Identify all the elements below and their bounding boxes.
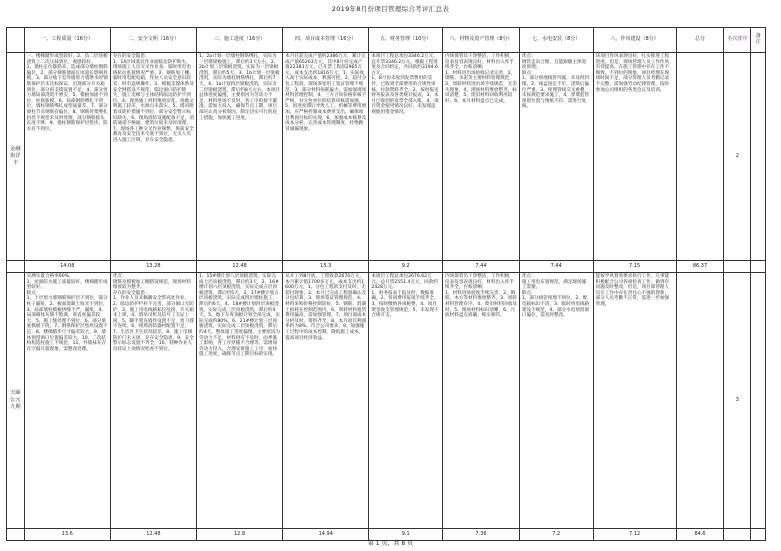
score-conduct: 7.15 [593,261,676,273]
project-row [7,273,766,529]
progress-comment: 1、2a计划一层墙柱钢筋绑扎，实际为一层墙梁板施工，滞后约3天左右，2、2b计划三层梁板浇筑，实际为一层梁板浇筑，滞后约5天，3、1b计划一层梁板浇筑，实际为墙柱钢筋绑扎，滞后约7天，4、1a计划四层梁板浇筑，实际为二层梁板浇筑，滞后约8天左右。本项目总体进度偏慢，主要原因为劳动力不足、材料进场不及时，各工序衔接不紧凑，需加大投入，确保节点工期，项目部应认真分析原因，制定切实可行的赶工措施，加快施工进度。 [196,53,282,261]
score-progress: 12.8 [196,529,282,541]
materials-comment: 内场保管员干净整洁，工作积极，仪表仪容表现良好，材料出入库手续齐全，台账清晰； 1、材料进场验收手续完善，2、钢筋、木方等材料堆放整齐，3、周转材料管理有序，4、废旧材料回收及时，5、现场材料标识清晰，6、月底材料盘点准确，账实相符。 [443,273,520,529]
project-row [7,53,766,261]
conduct-comment: 能按学风督查要求执行工作，凡事能积极配合公司各项检查工作，做到有问题及时整改，但是，项目部管理人员在工作中存在责任心不强的现象，部分人员考勤不正常，需进一步加强管理。 [593,273,676,529]
cost-comment: 从开工到8月底，工程收款2670万元，本月累计值1700多万元，成本支出约1600万元，1、分包工程款支付及时，无超付现象，2、本月已完成工程量确认及分包结算，3、现场签证管理规范，4、材料采购价格控制较好，5、钢筋、混凝土损耗在控制范围内，6、周转材料租赁费用偏高，需加强管理，7、项目部成本分析及时，资料齐全，8、本月项目利润率约为8%，符合公司要求，9、加强施工过程中的成本控制，降低施工成本，提高项目经济效益。 [283,273,369,529]
header-progress: 三、施工进度（16分） [196,28,282,53]
total-cell [676,273,724,529]
cost-comment: 本月目前完成产值约2386万元，累计完成产值65263万元，其中8月份完成产值22383万元，已开票工程款2965万元，成本支出约1816万元，1、实际收入高于实际成本，利润可控。2、超付分包工程款，现场零星用工签证管理不规范，3、部分材料损耗偏大，需加强现场材料管理控制，4、三方合同价格审核不严格，对分包单位的结算审核需加强，5、因进度滞后导致人工、机械等费用增加，应严格控制成本费用支出，确保项目利润目标的实现，6、加强成本核算及成本分析，完善成本管理制度，杜绝跑冒滴漏现象。 [283,53,369,261]
header-remark: 备注 [751,28,766,53]
header-row [7,28,766,53]
finance-comment: 本项目工程总承包3346.2万元，总开票3346.2万元，根据工程进度及合同约定，共回款约3194.6万元。 1、8月份未收到发票费用的支付，已收到全部费用的合规性审核，付款资料齐全，2、按时报送财务报表及各类统计报表，3、本月已收到的发票全部入账，4、项目资金使用情况良好，未发现违规使用资金情况。 [369,53,443,261]
progress-comment: 1、15#楼计划八层顶板浇筑，实际完成七层顶板浇筑，滞后约3天，2、16#楼计划六层顶板浇筑，实际完成五层顶板浇筑，滞后约5天，3、17#楼计划五层顶板浇筑，实际完成四层墙柱施工，滞后约6天，4、18#楼计划四层顶板浇筑，实际完成三层顶板浇筑，滞后约4天，5、地下车库顶板计划全部完成，实际完成约80%，6、21#楼计划三层顶板浇筑，实际完成二层顶板浇筑，滞后约4天。整体施工进度偏慢，主要原因为劳动力不足，材料供应不及时，雨季施工影响，各工序穿插不合理等，需增加劳动力投入，合理安排施工工序，加快施工进度，确保节点工期目标的实现。 [196,273,282,529]
mep-comment: 优点： 钢管走向合理，且能跟随主体进度预埋； 缺点： 1、部分预埋线管外露，未及时封堵。2、线盒固定不牢，浇筑后偏位严重，3、预埋管线交叉重叠，未按规范要求施工，4、穿墙套管预留位置与图纸不符，需进行复核。 [519,53,593,261]
header-safety: 二、安全文明（16分） [110,28,196,53]
header-conduct: 八、作风建设（8分） [593,28,676,53]
score-materials: 7.44 [443,261,520,273]
score-safety: 12.48 [110,529,196,541]
quality-comment: 实测实量合格率90%。 1、屋面防水施工质量较好，楼梯踏步成型较好。 缺点： 1、上层剪力墙钢筋保护层不到位，部分柱子漏浆，2、板面混凝土收光不到位，3、局部墙柱模板拼缝不严，漏浆，4、局部砌体灰缝不饱满，垂直度偏差较大，5、施工缝处理不到位，6、部分梁底模板下挠，7、钢筋保护层垫块设置不足，8、楼梯踏步尺寸偏差较大，9、墙体预留洞口位置偏差较大，10、二次结构构造柱施工不规范，11、外墙抹灰存在空鼓开裂现象，需整改处理。 [24,273,110,529]
mep-comment: 优点： 施工用电布置规范，满足现场施工需要。 缺点： 1、部分线管预埋不到位，2、配电箱标识不清，3、临时用电线路架设不规范，4、部分水电预留洞口偏位，需及时整改。 [519,273,593,529]
document-title: 2019年8月份项目管理综合考评汇总表 [331,5,450,13]
score-mep: 7.2 [519,529,593,541]
header-cost: 四、项目成本管理（16分） [283,28,369,53]
score-cost: 14.94 [283,529,369,541]
score-progress: 12.48 [196,261,282,273]
header-finance: 五、财务管理（10分） [369,28,443,53]
header-total: 总分 [676,28,724,53]
header-blank [7,28,25,53]
score-row [7,261,766,273]
score-total: 86.37 [676,261,724,273]
total-cell [676,53,724,261]
score-remark-blank [751,261,766,273]
score-finance: 9.2 [369,261,443,273]
score-mep: 7.44 [519,261,593,273]
rank-cell: 2 [724,53,751,261]
materials-comment: 内场保管员干净整洁，工作积极，仪表仪容表现良好，材料出入库手续齐全，台账清晰； 1、材料进出场验收记录完善，2、钢筋、水泥等主要材料管理规范，3、周转材料进出场手续规范，无丢失现象，4、现场材料堆放整齐，标识清楚，5、废旧材料回收利用较好，6、本月材料盘点已完成。 [443,53,520,261]
score-quality: 14.08 [24,261,110,273]
evaluation-table [6,27,766,541]
score-total: 84.6 [676,529,724,541]
remark-cell [751,53,766,261]
score-quality: 13.6 [24,529,110,541]
safety-comment: 优点： 钢筋及模板加工棚搭设规范，现场材料堆放较为整齐。 存在的安全隐患： 1、作业人员未佩戴安全带高处作业，2、临边防护栏杆不完善，部分洞口无防护，3、施工用电线路私拉乱接，开关箱未上锁，4、塔吊司机及信号工无证上岗，5、脚手架连墙件设置不足，剪刀撑不连续，6、现场消防器材配置不足，7、生活区卫生状况较差，8、施工电梯防护门未关闭，存在安全隐患，9、安全警示标志设置不齐全，10、特种作业人员持证上岗情况检查不到位。 [110,273,196,529]
score-rank-blank [724,261,751,273]
safety-comment: 存在的安全隐患： 1、1A区域基坑作业面临边防护缺失、现场施工人员交叉作业多，临时用电电线私拉乱接情况严重。2、钢筋加工棚、临时用电配电箱，作业人员安全意识较差，时有违规操作。3、模板支撑体系及安全网搭设不规范，临边洞口防护缺失，施工电梯与主体结构临边防护不到位。4、现场施工材料堆放杂乱，场地文明施工较差，水源点未落实。5、塔吊附着及防护措施不到位，部分安全警示标识缺失。6、现场消防设施配备不足，消防通道不畅通，建筑垃圾未及时清理。7、现场各工种交叉作业频繁，班前安全教育及安全技术交底不到位，无关人员进入施工区域，存在安全隐患。 [110,53,196,261]
project-name: 天颐公元九期 [7,273,25,529]
header-quality: 一、工程质量（16分） [24,28,110,53]
score-blank [7,261,25,273]
score-conduct: 7.12 [593,529,676,541]
rank-cell: 3 [724,273,751,529]
header-rank: 名次排序 [724,28,751,53]
score-materials: 7.36 [443,529,520,541]
score-safety: 13.28 [110,261,196,273]
page-footer: 第 1 页，共 8 页 [367,540,414,547]
project-name: 金融街洋丰 [7,53,25,261]
header-mep: 七、水电安装（8分） [519,28,593,53]
remark-cell [751,273,766,529]
score-cost: 15.3 [283,261,369,273]
finance-comment: 本项目工程总承包2676.62万元，总开票2551.4万元，回款约2428万元。 1、财务报表上报及时，数据准确，2、各项费用报销手续齐全，3、按时缴纳各项税费，4、项目资金收支管理规范，5、未发现不合规开支。 [369,273,443,529]
header-materials: 六、材物及资产管理（8分） [443,28,520,53]
conduct-comment: 该项目作风表现良好，扎实推进工程进度。但是，现场管理人员工作作风有待提高，在施工管理中存在工作不细致、不到位的现象，项目经理在现场时间不足，部分管理人员考勤记录不完整，需加强劳动纪律管理，按时参加公司组织的各类会议及培训。 [593,53,676,261]
score-finance: 9.1 [369,529,443,541]
quality-comment: 一、楼梯踏步成型较好，2、负二层顶板浇筑上二次压抹到位，观感较好。 1、墙柱定位箍筋未，造成部分墙柱钢筋偏位，2、部分梯筋墙面长度超长影响封模，3、部分地下室外墙剪力墙泄水时钢筋保护层未达标保证，出现部分开关箱到位，部分斜支撑设置不足，4、部分剪力墙局部浇筑不密实，5、模板加固不到位，柱底胀模，6、局部钢筋绑扎不到位，墙柱钢筋绑扎成型质量差，7、部分梁柱节点钢筋有偏位，8、钢筋骨架绑扎扣丝不规范未及时处理，部分钢筋接头长度不够，9、墙柱钢筋保护层垫块、防水有不到位。 [24,53,110,261]
